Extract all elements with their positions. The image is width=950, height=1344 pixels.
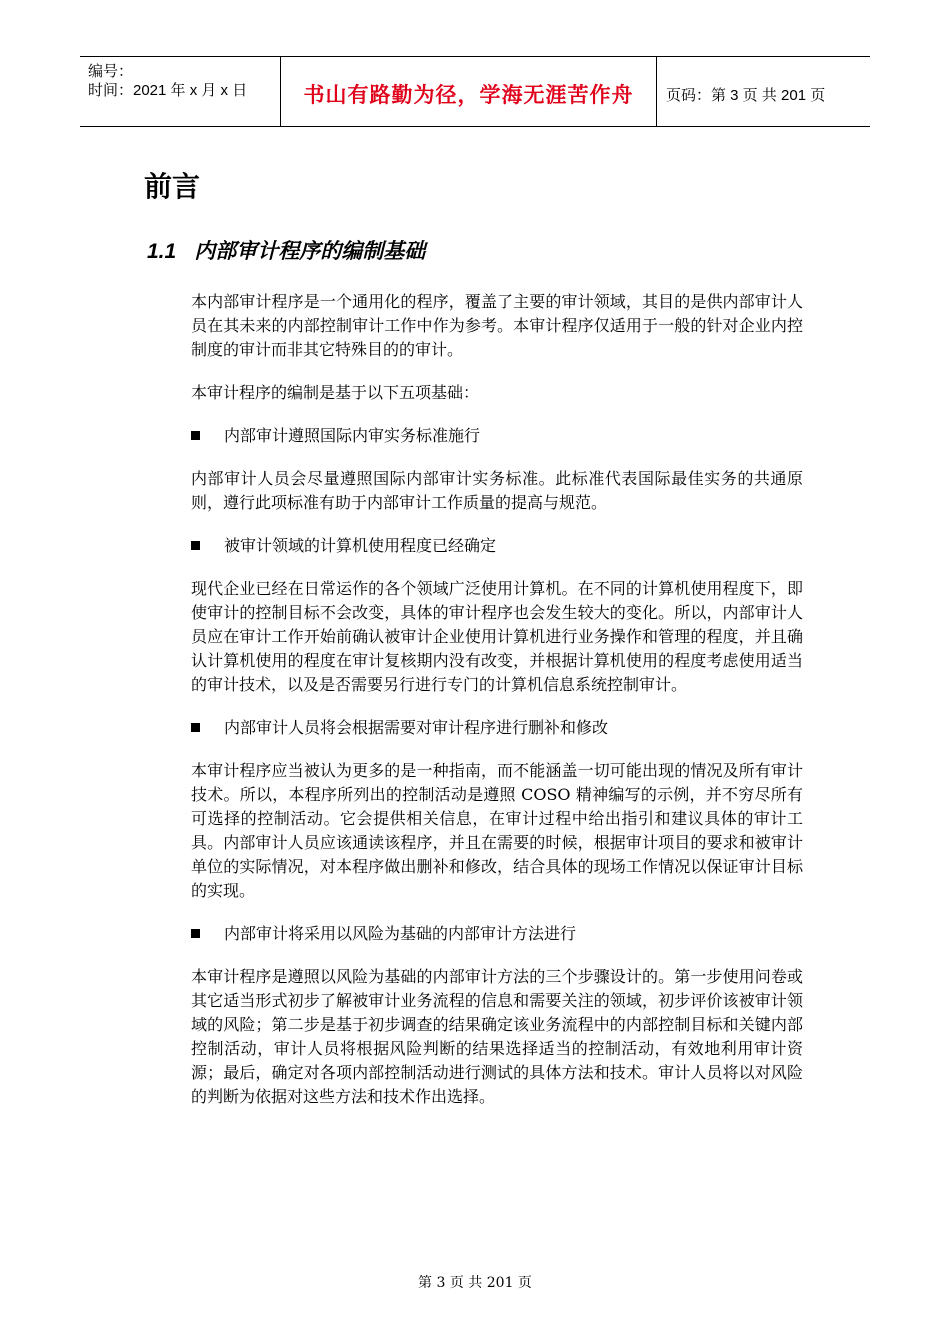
square-bullet-icon [191, 723, 200, 732]
header-motto: 书山有路勤为径，学海无涯苦作舟 [303, 82, 634, 107]
document-number-label: 编号： [88, 63, 134, 80]
square-bullet-icon [191, 541, 200, 550]
body-paragraph: 本审计程序的编制是基于以下五项基础： [191, 383, 480, 402]
body-paragraph: 现代企业已经在日常运作的各个领域广泛使用计算机。在不同的计算机使用程度下，即使审计的控制目标不会改变，具体的审计程序也会发生较大的变化。所以，内部审计人员应在审计工作开始前确认被审计企业使用计算机进行业务操作和管理的程度，并且确认计算机使用的程度在审计复核期内没有改变，并根据计算机使用的程度考虑使用适当的审计技术，以及是否需要另行进行专门的计算机信息系统控制审计。 [191, 579, 803, 694]
document-body [191, 290, 803, 1128]
document-time-label: 时间：2021 年 x 月 x 日 [88, 82, 248, 99]
section-heading [147, 235, 425, 265]
page-footer: 第 3 页 共 201 页 [418, 1275, 532, 1291]
bullet-text: 内部审计将采用以风险为基础的内部审计方法进行 [224, 924, 577, 943]
square-bullet-icon [191, 431, 200, 440]
body-paragraph: 本审计程序应当被认为更多的是一种指南，而不能涵盖一切可能出现的情况及所有审计技术。所以，本程序所列出的控制活动是遵照 COSO 精神编写的示例，并不穷尽所有可选择的控制活动。它会提供相关信息，在审计过程中给出指引和建议具体的审计工具。内部审计人员应该通读该程序，并且在需要的时候，根据审计项目的要求和被审计单位的实际情况，对本程序做出删补和修改，结合具体的现场工作情况以保证审计目标的实现。 [191, 761, 803, 900]
header-info-cell [80, 57, 280, 126]
header-motto-cell [280, 57, 657, 126]
page-title: 前言 [144, 171, 201, 202]
body-paragraph: 内部审计人员会尽量遵照国际内部审计实务标准。此标准代表国际最佳实务的共通原则，遵行此项标准有助于内部审计工作质量的提高与规范。 [191, 469, 803, 512]
header-page-number: 页码：第 3 页 共 201 页 [666, 87, 826, 104]
section-title: 内部审计程序的编制基础 [194, 240, 426, 263]
square-bullet-icon [191, 929, 200, 938]
bullet-item [191, 534, 803, 558]
page-header [80, 56, 870, 127]
bullet-text: 内部审计人员将会根据需要对审计程序进行删补和修改 [224, 718, 609, 737]
bullet-text: 被审计领域的计算机使用程度已经确定 [224, 536, 497, 555]
header-page-cell [656, 57, 870, 126]
bullet-item [191, 424, 803, 448]
body-paragraph: 本审计程序是遵照以风险为基础的内部审计方法的三个步骤设计的。第一步使用问卷或其它适当形式初步了解被审计业务流程的信息和需要关注的领域，初步评价该被审计领域的风险；第二步是基于初步调查的结果确定该业务流程中的内部控制目标和关键内部控制活动，审计人员将根据风险判断的结果选择适当的控制活动，有效地利用审计资源；最后，确定对各项内部控制活动进行测试的具体方法和技术。审计人员将以对风险的判断为依据对这些方法和技术作出选择。 [191, 967, 803, 1106]
bullet-item [191, 922, 803, 946]
section-number: 1.1 [147, 240, 177, 263]
bullet-item [191, 716, 803, 740]
bullet-text: 内部审计遵照国际内审实务标准施行 [224, 426, 481, 445]
body-paragraph: 本内部审计程序是一个通用化的程序，覆盖了主要的审计领域，其目的是供内部审计人员在其未来的内部控制审计工作中作为参考。本审计程序仅适用于一般的针对企业内控制度的审计而非其它特殊目的的审计。 [191, 292, 803, 359]
